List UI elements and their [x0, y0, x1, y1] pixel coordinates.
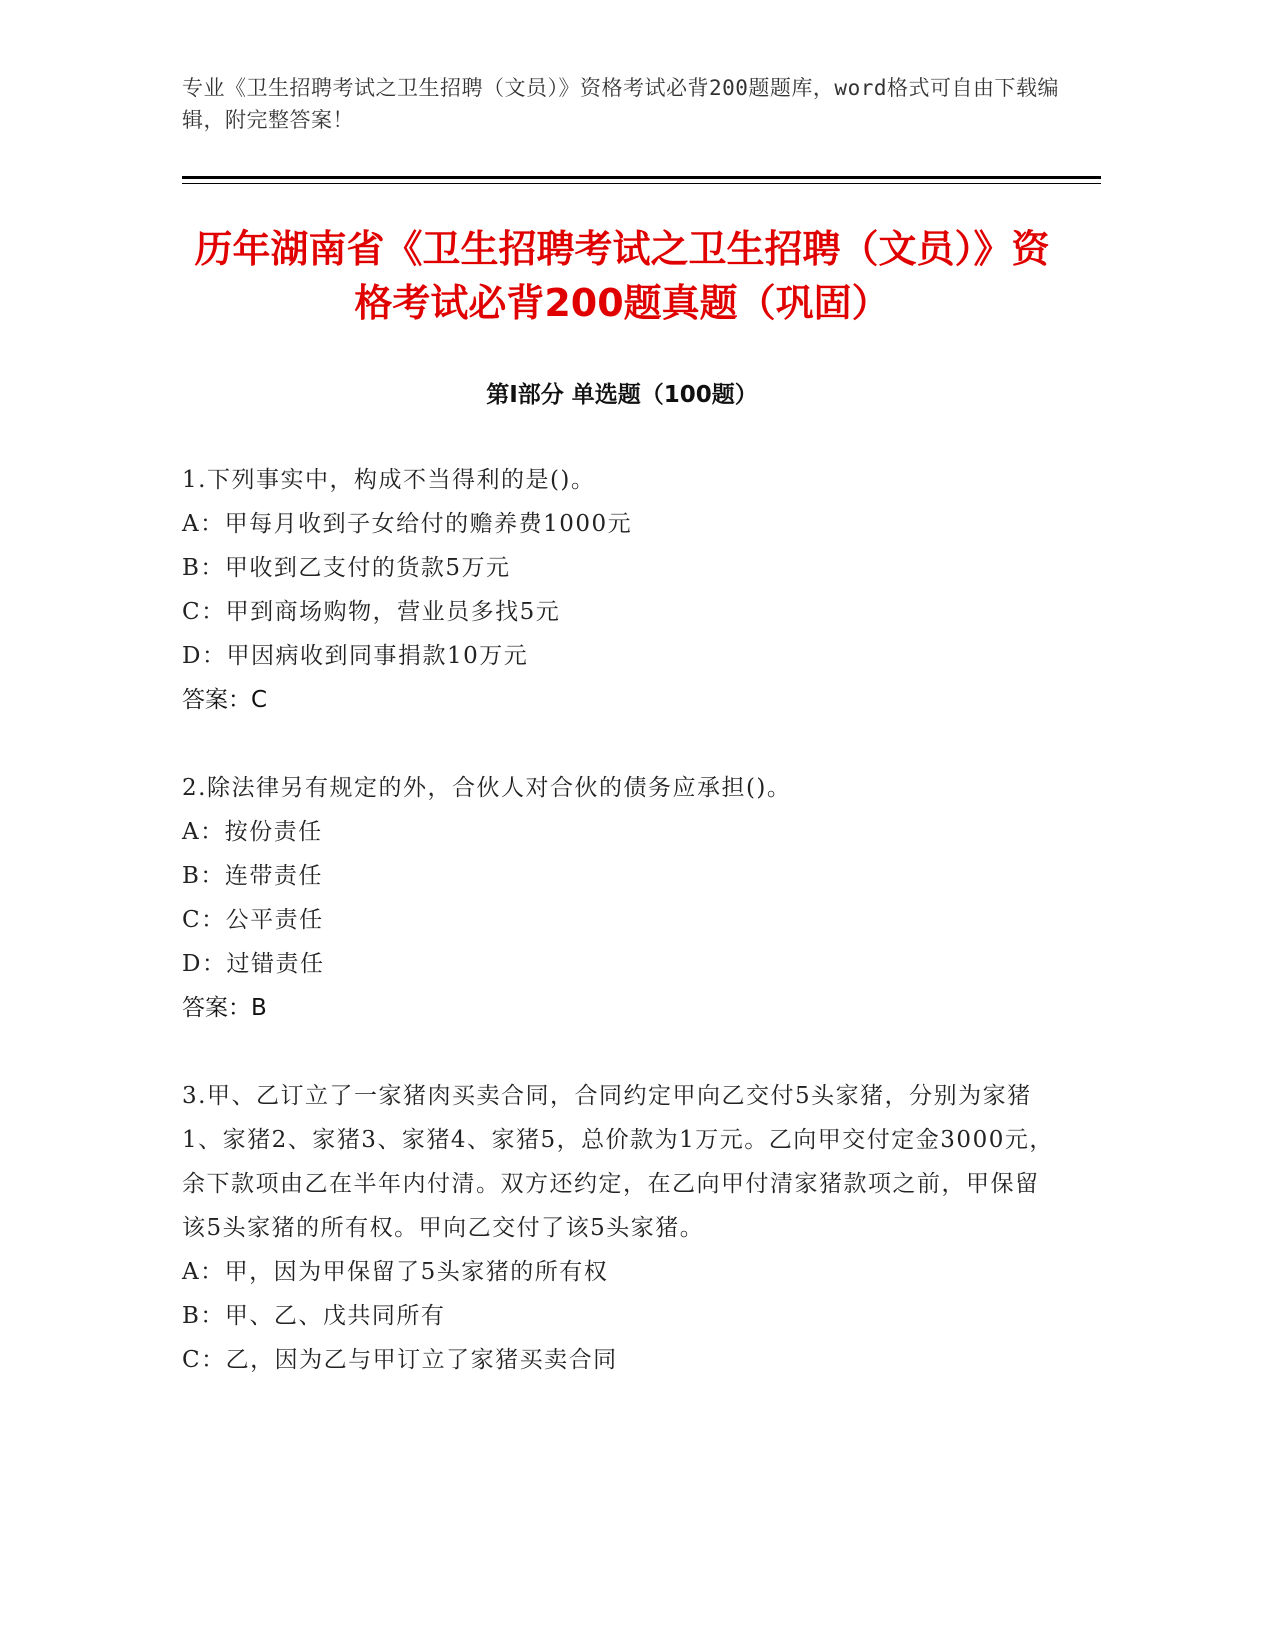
- option-b: B：甲收到乙支付的货款5万元: [182, 555, 511, 581]
- question-stem: 2.除法律另有规定的外，合伙人对合伙的债务应承担()。: [182, 775, 792, 801]
- question-item: [182, 766, 1062, 1030]
- answer-text: 答案：B: [182, 995, 267, 1021]
- option-c: C：乙，因为乙与甲订立了家猪买卖合同: [182, 1347, 618, 1373]
- option-d: D：甲因病收到同事捐款10万元: [182, 643, 529, 669]
- option-a: A：甲，因为甲保留了5头家猪的所有权: [182, 1259, 609, 1285]
- document-title: 历年湖南省《卫生招聘考试之卫生招聘（文员）》资格考试必背200题真题（巩固）: [194, 227, 1050, 325]
- option-c: C：公平责任: [182, 907, 324, 933]
- option-a: A：甲每月收到子女给付的赡养费1000元: [182, 511, 633, 537]
- option-b: B：连带责任: [182, 863, 323, 889]
- option-a: A：按份责任: [182, 819, 323, 845]
- option-d: D：过错责任: [182, 951, 325, 977]
- section-heading: 第I部分 单选题（100题）: [486, 382, 758, 408]
- question-item: [182, 458, 1062, 722]
- answer-text: 答案：C: [182, 687, 268, 713]
- header-note: 专业《卫生招聘考试之卫生招聘（文员）》资格考试必背200题题库，word格式可自由下载编辑，附完整答案！: [182, 76, 1059, 132]
- question-stem: 3.甲、乙订立了一家猪肉买卖合同，合同约定甲向乙交付5头家猪，分别为家猪1、家猪2、家猪3、家猪4、家猪5，总价款为1万元。乙向甲交付定金3000元，余下款项由乙在半年内付清。双方还约定，在乙向甲付清家猪款项之前，甲保留该5头家猪的所有权。甲向乙交付了该5头家猪。: [182, 1083, 1054, 1241]
- header-divider-thin: [182, 183, 1101, 184]
- question-item: [182, 1074, 1062, 1382]
- question-stem: 1.下列事实中，构成不当得利的是()。: [182, 467, 596, 493]
- header-divider-thick: [182, 176, 1101, 179]
- option-b: B：甲、乙、戊共同所有: [182, 1303, 446, 1329]
- option-c: C：甲到商场购物，营业员多找5元: [182, 599, 561, 625]
- question-list: [182, 458, 1062, 1426]
